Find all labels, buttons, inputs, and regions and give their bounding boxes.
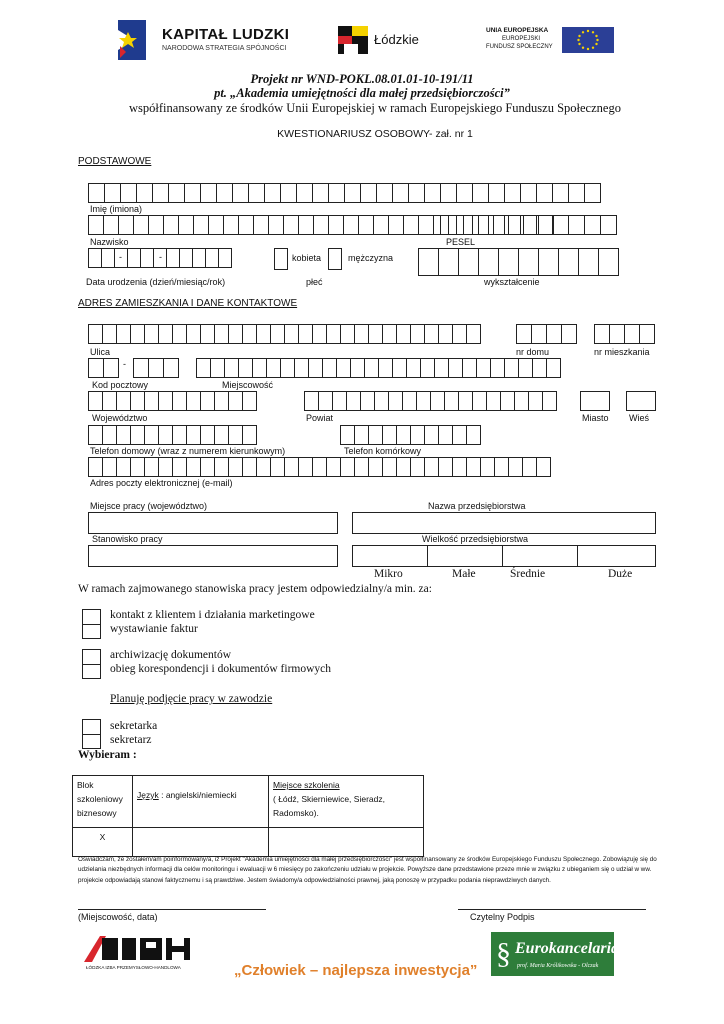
block-mark: X — [99, 832, 106, 842]
kapital-ludzki-subtitle: NARODOWA STRATEGIA SPÓJNOŚCI — [162, 45, 287, 52]
city-cells[interactable] — [196, 358, 561, 378]
flat-no-cells[interactable] — [594, 324, 655, 344]
female-checkbox[interactable] — [274, 248, 288, 270]
table-cell-place-choice[interactable] — [269, 828, 424, 857]
plan-checkboxes[interactable] — [82, 719, 101, 749]
mobile-phone-cells[interactable] — [340, 425, 481, 445]
training-table — [72, 775, 424, 857]
county-label: Powiat — [306, 413, 334, 423]
first-name-cells[interactable] — [88, 183, 601, 203]
duty-correspondence: obieg korespondencji i dokumentów firmowych — [110, 663, 332, 675]
county-cells[interactable] — [304, 391, 557, 411]
education-cells[interactable] — [418, 248, 619, 276]
table-cell-place — [269, 776, 424, 828]
male-label: mężczyzna — [348, 253, 394, 263]
liph-emblem-icon — [84, 934, 194, 964]
duty-archiving: archiwizację dokumentów — [110, 649, 232, 661]
project-number: Projekt nr WND-POKL.08.01.01-10-191/11 — [250, 72, 474, 86]
kapital-ludzki-emblem-icon — [114, 18, 150, 62]
town-label: Miasto — [582, 413, 609, 423]
eurokancelaria-symbol-icon: § — [496, 937, 511, 970]
plan-heading: Planuję podjęcie pracy w zawodzie — [110, 693, 273, 705]
size-label-large: Duże — [608, 568, 633, 580]
house-no-cells[interactable] — [516, 324, 577, 344]
place-date-line — [78, 909, 266, 910]
eu-logo — [486, 26, 614, 54]
basic-heading: PODSTAWOWE — [78, 156, 152, 167]
birth-date-label: Data urodzenia (dzień/miesiąc/rok) — [86, 277, 226, 287]
home-phone-cells[interactable] — [88, 425, 257, 445]
email-cells[interactable] — [88, 457, 551, 477]
liph-logo — [82, 934, 196, 974]
kapital-ludzki-title: KAPITAŁ LUDZKI — [162, 26, 290, 43]
street-cells[interactable] — [88, 324, 481, 344]
table-cell-language-choice[interactable] — [133, 828, 269, 857]
eu-flag-icon — [562, 27, 614, 53]
plan-secretary-f: sekretarka — [110, 720, 158, 732]
duty-invoicing: wystawianie faktur — [110, 623, 198, 635]
village-checkbox[interactable] — [626, 391, 656, 411]
workplace-label: Miejsce pracy (województwo) — [90, 501, 208, 511]
home-phone-label: Telefon domowy (wraz z numerem kierunkowym) — [90, 446, 286, 456]
voivodeship-cells[interactable] — [88, 391, 257, 411]
company-name-label: Nazwa przedsiębiorstwa — [428, 501, 526, 511]
table-cell-mark[interactable] — [73, 828, 133, 857]
cofinanced-line: współfinansowany ze środków Unii Europejskiej w ramach Europejskiego Funduszu Społecznego — [129, 101, 621, 115]
female-label: kobieta — [292, 253, 322, 263]
company-name-field[interactable] — [352, 512, 656, 534]
size-box-small[interactable] — [427, 545, 503, 567]
eurokancelaria-logo — [491, 932, 620, 976]
block-heading: Blok szkoleniowy biznesowy — [77, 780, 123, 818]
lodzkie-emblem-icon — [338, 26, 368, 54]
male-checkbox[interactable] — [328, 248, 342, 270]
signature-line — [458, 909, 646, 910]
workplace-field[interactable] — [88, 512, 338, 534]
pesel-label: PESEL — [446, 237, 476, 247]
signature-label: Czytelny Podpis — [470, 912, 535, 922]
size-label-small: Małe — [452, 568, 476, 580]
table-row — [73, 828, 424, 857]
surname-label: Nazwisko — [90, 237, 129, 247]
city-label: Miejscowość — [222, 380, 274, 390]
birth-date-dash-1: - — [119, 252, 122, 262]
email-label: Adres poczty elektronicznej (e-mail) — [90, 478, 233, 488]
position-field[interactable] — [88, 545, 338, 567]
pesel-cells[interactable] — [440, 215, 617, 235]
birth-date-dash-2: - — [159, 252, 162, 262]
size-box-medium[interactable] — [502, 545, 578, 567]
declaration-text: Oświadczam, że zostałem/am poinformowany/a, iż Projekt "Akademia umiejętności dla małej przedsiębiorczości" jest współfinansowany ze środków Europejskiego Funduszu Społecznego. Zobowiązuję się do udzielania niezbędnych informacji dla celów monitoringu i ewaluacji w 6 miesięcy po zakończeniu udziału w projekcie. Powyższe dane przedstawione przeze mnie w związku z ubieganiem się o udział w ww. projekcie odpowiadają stanowi faktycznemu i są prawdziwe. Jestem świadomy/a odpowiedzialności prawnej, jaką ponoszę w przypadku podania nieprawdziwych danych. — [78, 856, 657, 884]
postal-code-dash: - — [123, 359, 126, 369]
first-name-label: Imię (imiona) — [90, 204, 143, 214]
village-label: Wieś — [629, 413, 649, 423]
size-label-medium: Średnie — [510, 568, 546, 580]
place-date-label: (Miejscowość, data) — [78, 912, 158, 922]
eu-text-line3: FUNDUSZ SPOŁECZNY — [486, 44, 553, 50]
lodzkie-text: Łódzkie — [374, 32, 419, 47]
size-box-micro[interactable] — [352, 545, 428, 567]
eu-text-line1: UNIA EUROPEJSKA — [486, 27, 549, 34]
project-name: pt. „Akademia umiejętności dla małej przedsiębiorczości” — [214, 86, 510, 100]
town-checkbox[interactable] — [580, 391, 610, 411]
education-label: wykształcenie — [484, 277, 540, 287]
house-no-label: nr domu — [516, 347, 550, 357]
slogan: „Człowiek – najlepsza inwestycja” — [234, 962, 478, 979]
duty-customer-contact: kontakt z klientem i działania marketingowe — [110, 609, 315, 621]
size-label-micro: Mikro — [374, 568, 403, 580]
eu-text-line2: EUROPEJSKI — [501, 36, 540, 42]
lodzkie-logo — [338, 26, 438, 54]
duties-a-checkboxes[interactable] — [82, 609, 101, 639]
choose-label: Wybieram : — [78, 749, 137, 761]
company-size-label: Wielkość przedsiębiorstwa — [422, 534, 529, 544]
eurokancelaria-subtitle: prof. Maria Królikowska - Olczak — [517, 963, 599, 969]
form-title: KWESTIONARIUSZ OSOBOWY- zał. nr 1 — [277, 128, 473, 140]
address-heading: ADRES ZAMIESZKANIA I DANE KONTAKTOWE — [78, 298, 298, 309]
flat-no-label: nr mieszkania — [594, 347, 650, 357]
plan-secretary-m: sekretarz — [110, 734, 152, 746]
duties-b-checkboxes[interactable] — [82, 649, 101, 679]
sex-label: płeć — [306, 277, 323, 287]
size-box-large[interactable] — [577, 545, 656, 567]
place-value: ( Łódź, Skierniewice, Sieradz, Radomsko). — [273, 794, 385, 818]
street-label: Ulica — [90, 347, 111, 357]
postal-code-cells-1[interactable] — [88, 358, 119, 378]
place-heading: Miejsce szkolenia — [273, 780, 340, 790]
mobile-phone-label: Telefon komórkowy — [344, 446, 422, 456]
responsible-text: W ramach zajmowanego stanowiska pracy jestem odpowiedzialny/a min. za: — [78, 583, 432, 595]
postal-code-label: Kod pocztowy — [92, 380, 149, 390]
table-row — [73, 776, 424, 828]
liph-caption: ŁÓDZKA IZBA PRZEMYSŁOWO-HANDLOWA — [86, 965, 181, 970]
table-cell-language — [133, 776, 269, 828]
language-label: Język — [137, 790, 159, 800]
voivodeship-label: Województwo — [92, 413, 148, 423]
postal-code-cells-2[interactable] — [133, 358, 179, 378]
position-label: Stanowisko pracy — [92, 534, 163, 544]
kapital-ludzki-logo — [114, 18, 304, 62]
eurokancelaria-name: Eurokancelaria — [515, 940, 620, 957]
language-value: : angielski/niemiecki — [161, 790, 237, 800]
table-cell-block — [73, 776, 133, 828]
